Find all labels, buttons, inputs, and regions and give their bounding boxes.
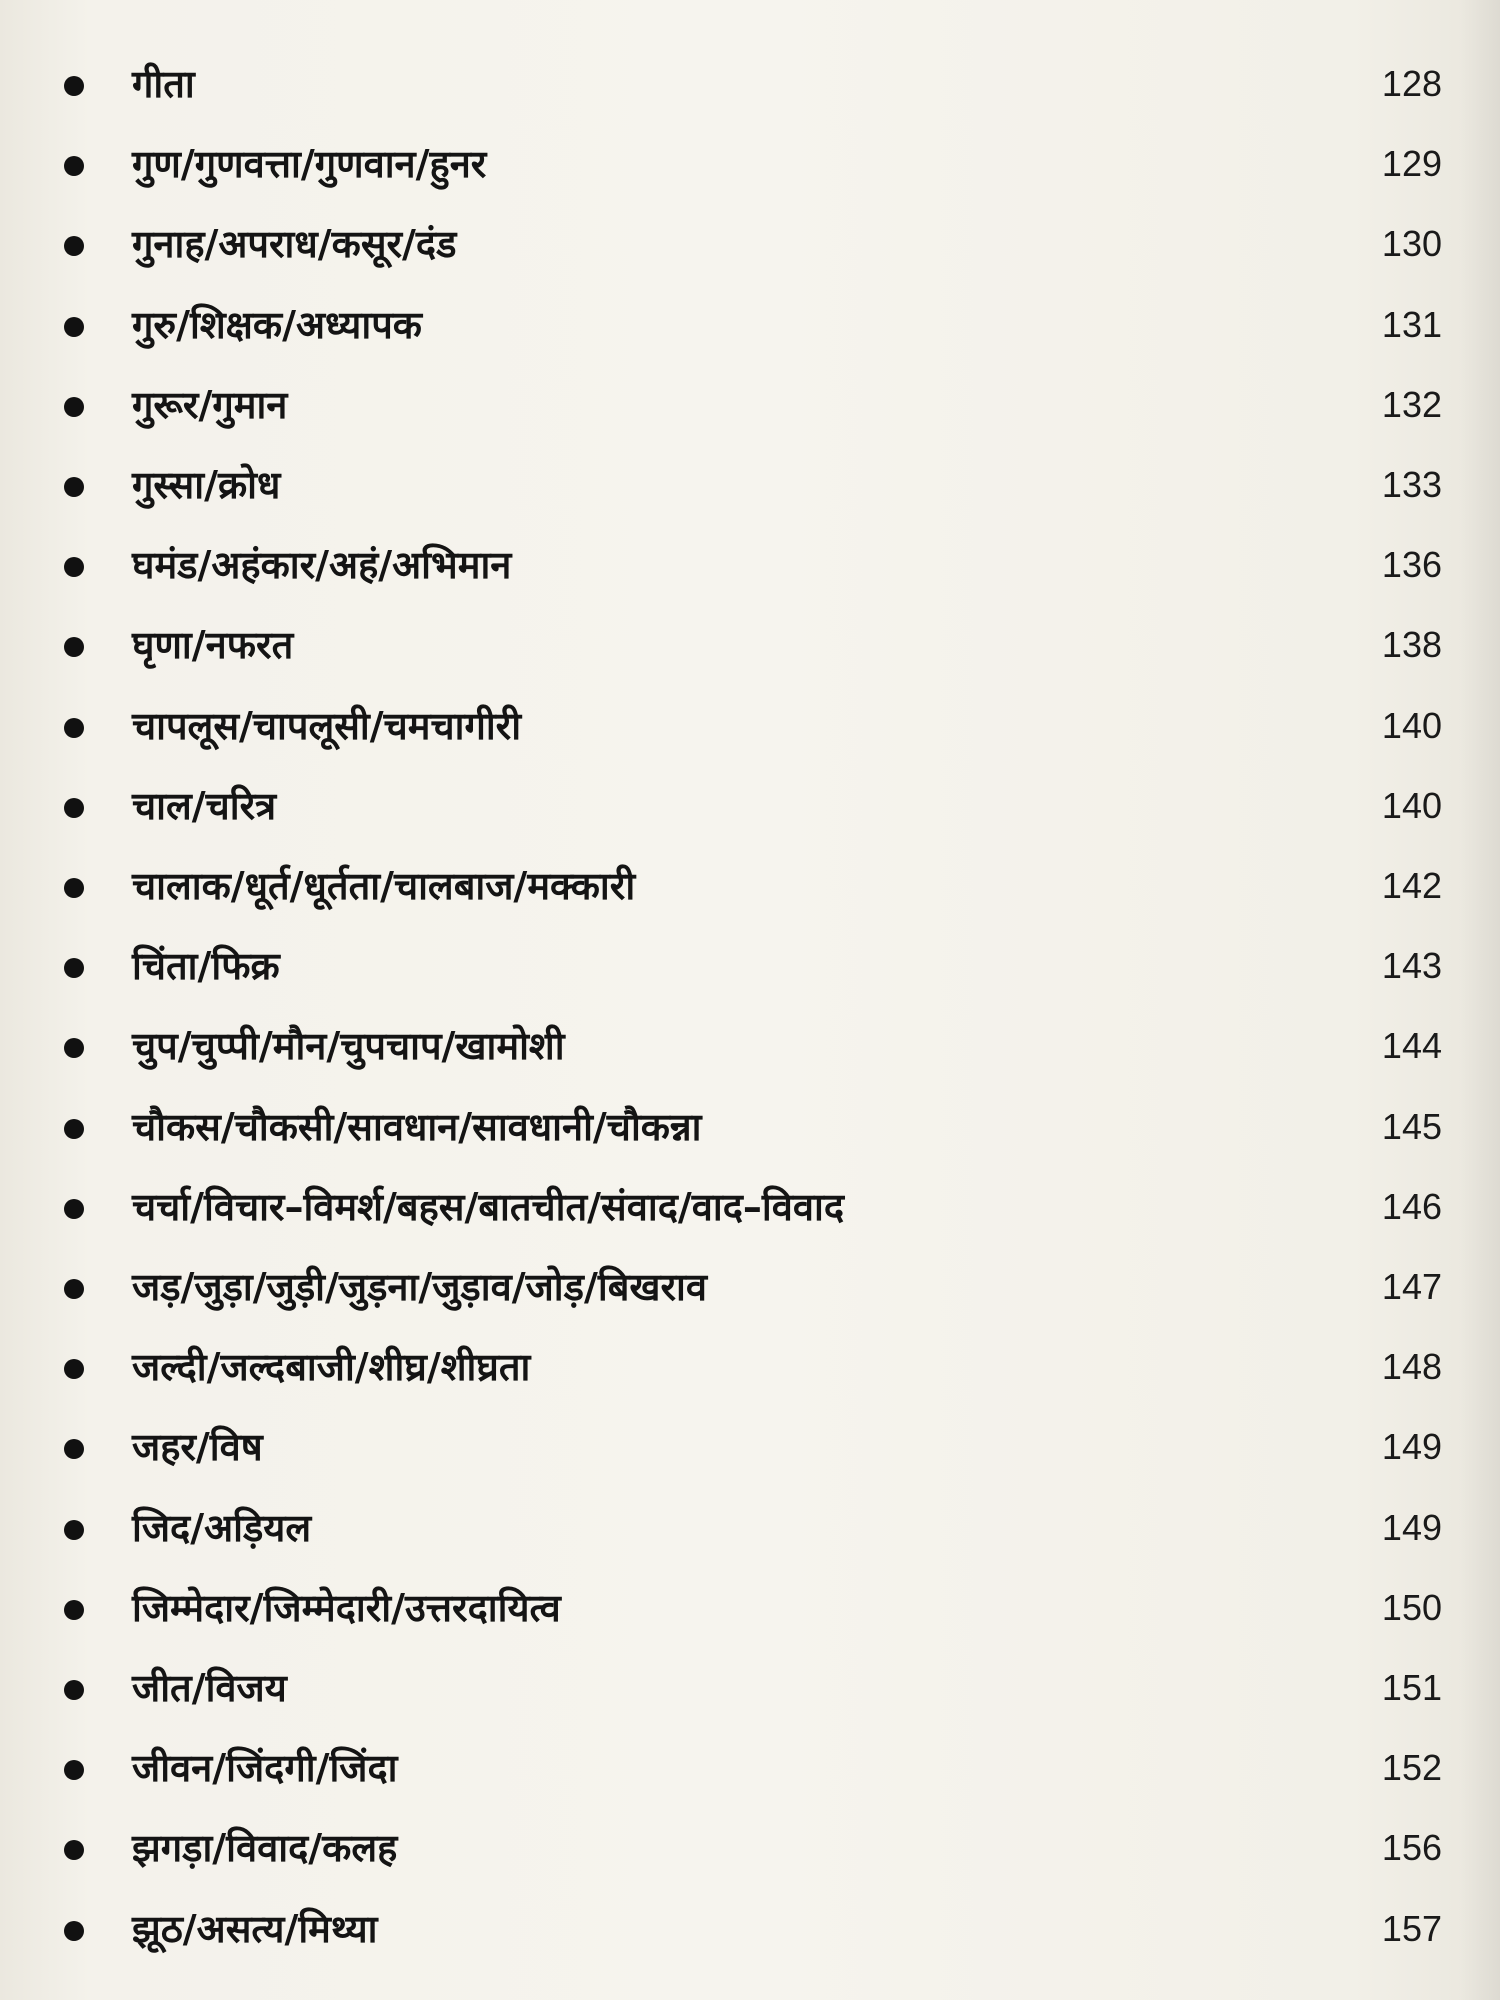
- entry-title: चौकस/चौकसी/सावधान/सावधानी/चौकन्ना: [132, 1104, 702, 1149]
- toc-entry: [0, 1241, 1500, 1321]
- toc-entry: [0, 1321, 1500, 1401]
- bullet-icon: [64, 236, 84, 256]
- bullet-icon: [64, 1359, 84, 1379]
- toc-entry: [0, 1482, 1500, 1562]
- bullet-icon: [64, 878, 84, 898]
- entry-title: घमंड/अहंकार/अहं/अभिमान: [132, 543, 512, 588]
- toc-entry: [0, 1000, 1500, 1080]
- toc-entry: [0, 359, 1500, 439]
- entry-page-number: 133: [1381, 464, 1442, 505]
- entry-page-number: 143: [1381, 945, 1442, 987]
- bullet-icon: [64, 557, 84, 577]
- toc-entry: [0, 840, 1500, 920]
- bullet-icon: [64, 76, 84, 96]
- entry-title: जिम्मेदार/जिम्मेदारी/उत्तरदायित्व: [132, 1585, 561, 1630]
- entry-title: चापलूस/चापलूसी/चमचागीरी: [132, 703, 522, 748]
- toc-entry: [0, 599, 1500, 679]
- entry-page-number: 149: [1381, 1426, 1442, 1468]
- bullet-icon: [64, 317, 84, 337]
- toc-entry: [0, 1161, 1500, 1241]
- bullet-icon: [64, 798, 84, 818]
- bullet-icon: [64, 397, 84, 417]
- toc-entry: [0, 439, 1500, 519]
- toc-entry: [0, 118, 1500, 198]
- toc-entry: [0, 920, 1500, 1000]
- entry-page-number: 140: [1381, 784, 1442, 826]
- toc-entry: [0, 1883, 1500, 1963]
- entry-title: गुरु/शिक्षक/अध्यापक: [132, 302, 422, 347]
- toc-entry: [0, 198, 1500, 278]
- bullet-icon: [64, 1038, 84, 1058]
- bullet-icon: [64, 637, 84, 657]
- toc-entry: [0, 1562, 1500, 1642]
- toc-entry: [0, 1401, 1500, 1481]
- entry-page-number: 140: [1381, 704, 1442, 746]
- toc-entry: [0, 760, 1500, 840]
- entry-page-number: 142: [1381, 865, 1442, 906]
- bullet-icon: [64, 1921, 84, 1941]
- entry-page-number: 136: [1381, 544, 1442, 586]
- entry-page-number: 129: [1381, 143, 1442, 185]
- entry-page-number: 138: [1381, 624, 1442, 666]
- entry-page-number: 128: [1381, 63, 1442, 104]
- entry-page-number: 145: [1381, 1105, 1442, 1147]
- bullet-icon: [64, 477, 84, 497]
- entry-title: चालाक/धूर्त/धूर्तता/चालबाज/मक्कारी: [132, 864, 636, 908]
- entry-page-number: 147: [1381, 1266, 1442, 1307]
- entry-title: झूठ/असत्य/मिथ्या: [132, 1906, 378, 1951]
- entry-page-number: 156: [1381, 1827, 1442, 1869]
- entry-title: गीता: [132, 62, 195, 106]
- toc-entry: [0, 1722, 1500, 1802]
- toc-entry: [0, 1081, 1500, 1161]
- bullet-icon: [64, 1600, 84, 1620]
- bullet-icon: [64, 1680, 84, 1700]
- toc-entry: [0, 1642, 1500, 1722]
- entry-title: चुप/चुप्पी/मौन/चुपचाप/खामोशी: [132, 1024, 565, 1069]
- entry-title: जल्दी/जल्दबाजी/शीघ्र/शीघ्रता: [132, 1345, 531, 1390]
- entry-title: चिंता/फिक्र: [132, 944, 280, 989]
- entry-page-number: 152: [1381, 1747, 1442, 1789]
- bullet-icon: [64, 1199, 84, 1219]
- entry-title: गुरूर/गुमान: [132, 382, 288, 427]
- entry-page-number: 146: [1381, 1185, 1442, 1227]
- entry-page-number: 144: [1381, 1025, 1442, 1067]
- entry-page-number: 131: [1381, 303, 1442, 345]
- entry-page-number: 149: [1381, 1506, 1442, 1548]
- toc-entry: [0, 680, 1500, 760]
- bullet-icon: [64, 958, 84, 978]
- toc-entry: [0, 38, 1500, 118]
- entry-page-number: 157: [1381, 1907, 1442, 1949]
- entry-page-number: 150: [1381, 1586, 1442, 1628]
- bullet-icon: [64, 1840, 84, 1860]
- entry-page-number: 151: [1381, 1667, 1442, 1708]
- entry-title: गुस्सा/क्रोध: [132, 463, 281, 507]
- entry-title: जड़/जुड़ा/जुड़ी/जुड़ना/जुड़ाव/जोड़/बिखराव: [132, 1265, 707, 1309]
- entry-title: जीत/विजय: [132, 1666, 287, 1710]
- toc-entry: [0, 1802, 1500, 1882]
- bullet-icon: [64, 718, 84, 738]
- bullet-icon: [64, 1520, 84, 1540]
- entry-title: घृणा/नफरत: [132, 623, 294, 668]
- bullet-icon: [64, 1439, 84, 1459]
- entry-title: चाल/चरित्र: [132, 783, 277, 828]
- toc-entry: [0, 519, 1500, 599]
- entry-title: चर्चा/विचार–विमर्श/बहस/बातचीत/संवाद/वाद–विवाद: [132, 1184, 845, 1229]
- entry-page-number: 130: [1381, 223, 1442, 265]
- entry-title: गुण/गुणवत्ता/गुणवान/हुनर: [132, 142, 487, 187]
- entry-page-number: 148: [1381, 1346, 1442, 1388]
- entry-page-number: 132: [1381, 383, 1442, 425]
- bullet-icon: [64, 1760, 84, 1780]
- bullet-icon: [64, 1279, 84, 1299]
- entry-title: गुनाह/अपराध/कसूर/दंड: [132, 222, 457, 267]
- entry-title: जहर/विष: [132, 1425, 263, 1470]
- bullet-icon: [64, 156, 84, 176]
- entry-title: जिद/अड़ियल: [132, 1505, 312, 1550]
- bullet-icon: [64, 1119, 84, 1139]
- entry-title: झगड़ा/विवाद/कलह: [132, 1826, 398, 1871]
- toc-entry: [0, 279, 1500, 359]
- entry-title: जीवन/जिंदगी/जिंदा: [132, 1746, 398, 1791]
